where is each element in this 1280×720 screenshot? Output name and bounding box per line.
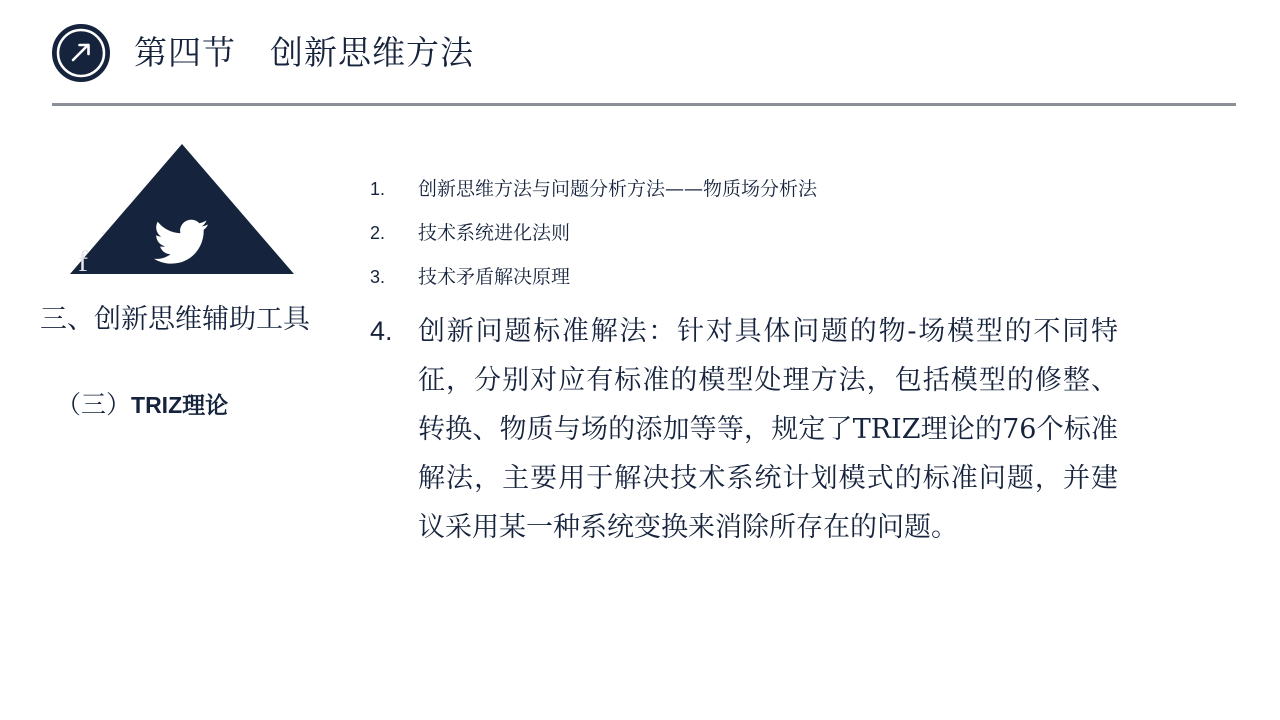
highlight-number: 4. (370, 316, 393, 346)
content-column (370, 175, 1240, 552)
left-subheading (56, 388, 370, 422)
list-item-text: 创新思维方法与问题分析方法——物质场分析法 (418, 178, 818, 200)
left-subheading-term: TRIZ理论 (131, 392, 229, 418)
list-item-text: 技术系统进化法则 (418, 222, 571, 244)
page-title: 第四节 创新思维方法 (134, 33, 474, 72)
list-item-number: 2. (370, 223, 386, 243)
left-column (40, 140, 370, 422)
slide-header (0, 0, 1280, 105)
arrow-up-right-circle-icon (52, 24, 110, 82)
list-item-number: 3. (370, 267, 386, 287)
highlight-text: 创新问题标准解法：针对具体问题的物-场模型的不同特征，分别对应有标准的模型处理方法，包括模型的修整、转换、物质与场的添加等等，规定了TRIZ理论的76个标准解法，主要用于解决技术系统计划模式的标准问题，并建议采用某一种系统变换来消除所存在的问题。 (418, 316, 1118, 543)
numbered-list (370, 175, 1240, 291)
list-item-text: 技术矛盾解决原理 (418, 266, 571, 288)
list-item (370, 219, 1240, 247)
list-item-number: 1. (370, 179, 386, 199)
left-heading: 三、创新思维辅助工具 (40, 304, 310, 335)
left-subheading-prefix: （三） (56, 390, 132, 419)
watermark-logo: f (78, 245, 88, 278)
bird-pennant-icon (66, 140, 298, 280)
list-item (370, 263, 1240, 291)
header-divider (52, 103, 1236, 106)
highlight-paragraph (370, 307, 1240, 552)
list-item (370, 175, 1240, 203)
